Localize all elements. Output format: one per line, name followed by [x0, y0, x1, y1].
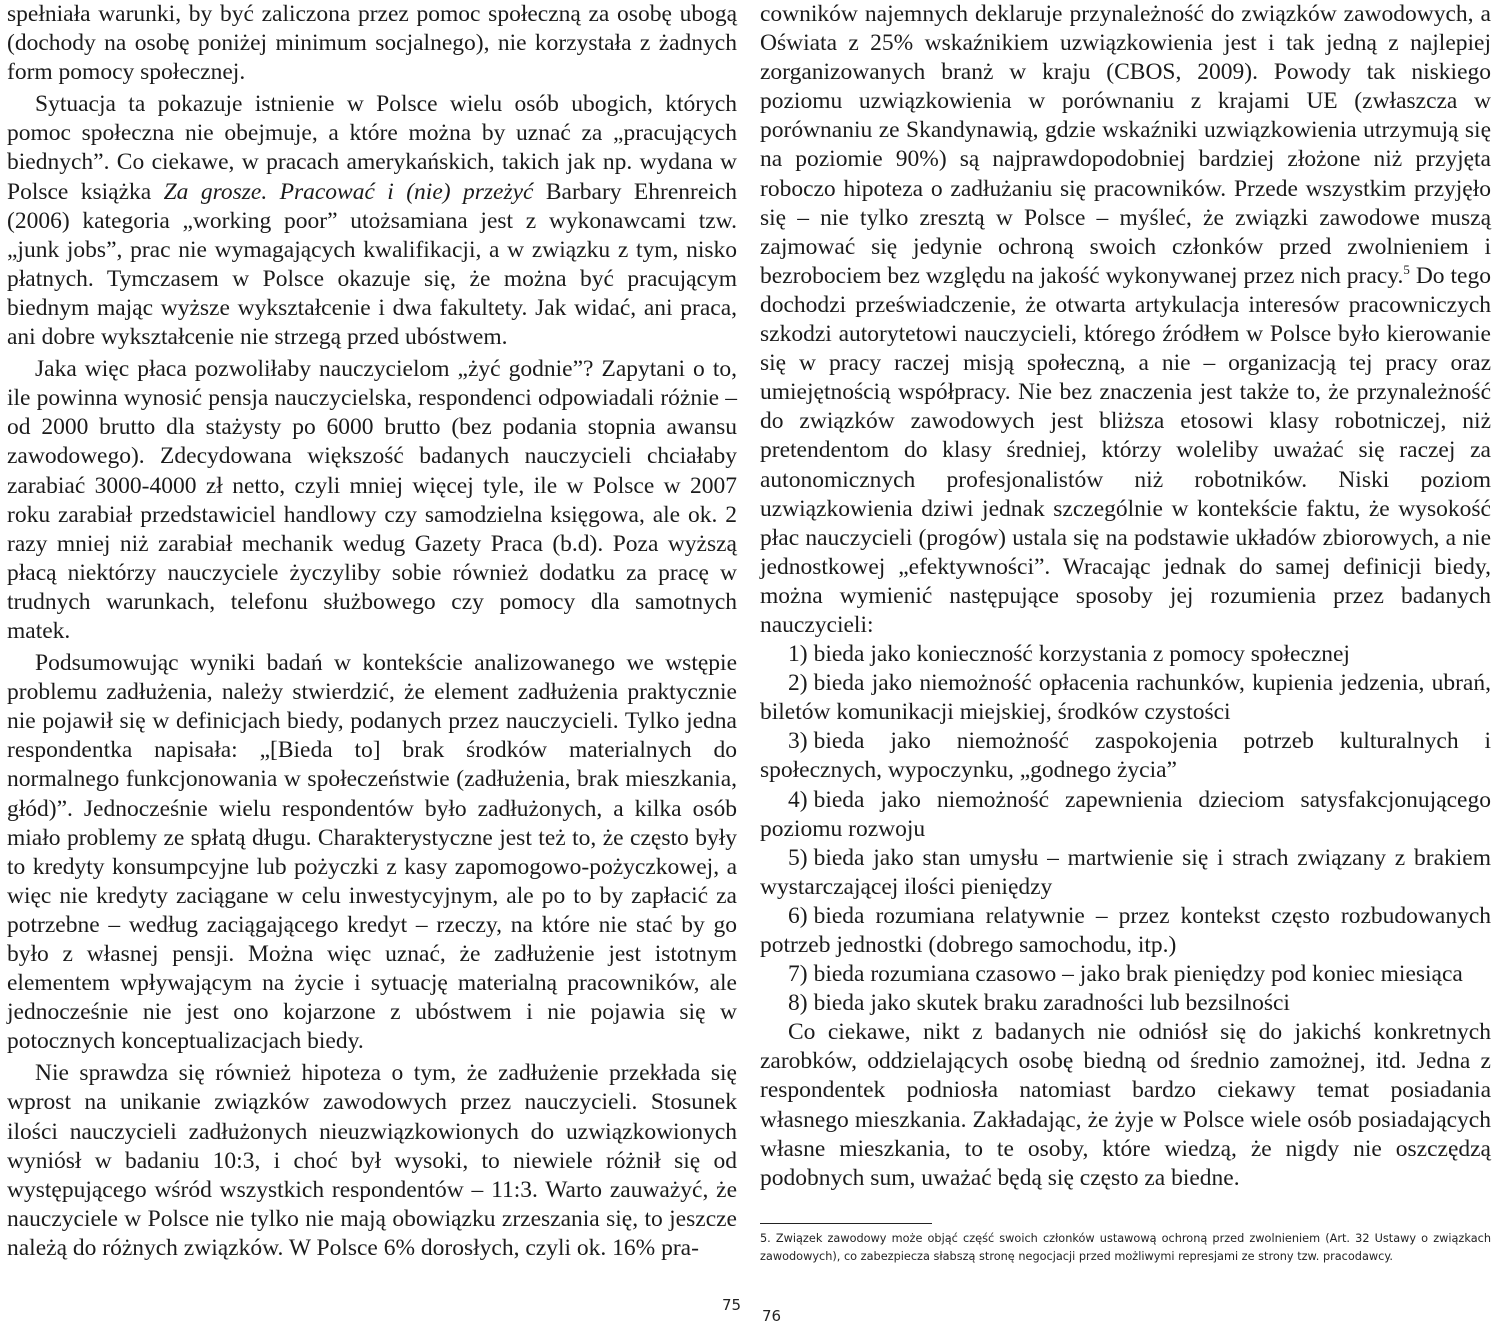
paragraph: Co ciekawe, nikt z badanych nie odniósł się do jakichś konkretnych zarobków, oddzielających osobę biedną od średnio zamożnej, itd. Jedna z respondentek podniosła natomiast bardzo ciekawy temat posiadania własnego mieszkania. Zakładając, że żyje w Polsce wiele osób posiadających własne mieszkania, to te osoby, które wiedzą, że nigdy nie oszczędzą podobnych sum, uważać będą się często za biedne. [760, 1019, 1491, 1191]
footnote: 5. Związek zawodowy może objąć część swoich członków ustawową ochroną przed zwolnieniem (Art. 32 Ustawy o związkach zawodowych), co zabezpiecza słabszą stronę negocjacji przed możliwymi represjami ze strony tzw. pracodawcy. [760, 1231, 1491, 1263]
list-item [760, 844, 1491, 902]
list-text: bieda jako niemożność zapewnienia dzieciom satysfakcjonującego poziomu rozwoju [760, 786, 1491, 842]
paragraph-text: Sytuacja ta pokazuje istnienie w Polsce wielu osób ubogich, których pomoc społeczna nie obejmuje, a które można by uznać za „pracujących biednych”. Co ciekawe, w pracach amerykańskich, takich jak np. wydana w Polsce książka [7, 91, 737, 205]
paragraph [760, 0, 1491, 640]
list-item [760, 960, 1491, 989]
page-number: 76 [762, 1307, 782, 1325]
right-page [760, 0, 1491, 1266]
paragraph-text: cowników najemnych deklaruje przynależność do związków zawodowych, a Oświata z 25% wskaźnikiem uzwiązkowienia jest i tak jedną z najlepiej zorganizowanych branż w kraju (CBOS, 2009). Powody tak niskiego poziomu uzwiązkowienia w porównaniu z krajami UE (zwłaszcza w porównaniu ze Skandynawią, gdzie wskaźniki uzwiązkowienia utrzymują się na poziomie 90%) są najprawdopodobniej bardziej złożone niż przyjęta roboczo hipoteza o zadłużaniu się pracowników. Przede wszystkim przyjęło się – nie tylko zresztą w Polsce – myśleć, że związki zawodowe muszą zajmować się jedynie ochroną swoich członków przed zwolnieniem i bezrobociem bez względu na jakość wykonywanej przez nich pracy. [760, 1, 1491, 289]
list-text: bieda jako stan umysłu – martwienie się i strach związany z brakiem wystarczającej ilości pieniędzy [760, 844, 1491, 900]
list-item [760, 786, 1491, 844]
paragraph: Jaka więc płaca pozwoliłaby nauczycielom „żyć godnie”? Zapytani o to, ile powinna wynosić pensja nauczycielska, respondenci odpowiadali różnie – od 2000 brutto dla stażysty po 6000 brutto (bez podania stopnia awansu zawodowego). Zdecydowana większość badanych nauczycieli chciałaby zarabiać 3000-4000 zł netto, czyli mniej więcej tyle, ile w Polsce w 2007 roku zarabiał przedstawiciel handlowy czy samodzielna księgowa, ale ok. 2 razy mniej niż zarabiał mechanik wedug Gazety Praca (b.d). Poza wyższą płacą niektórzy nauczyciele życzyliby sobie również dodatku za pracę w trudnych warunkach, telefonu służbowego czy pomocy dla samotnych matek. [7, 356, 737, 644]
footnote-divider [760, 1223, 932, 1224]
paragraph: Podsumowując wyniki badań w kontekście analizowanego we wstępie problemu zadłużenia, należy stwierdzić, że element zadłużenia praktycznie nie pojawił się w definicjach biedy, podanych przez nauczycieli. Tylko jedna respondentka napisała: „[Bieda to] brak środków materialnych do normalnego funkcjonowania w społeczeństwie (zadłużenia, brak mieszkania, głód)”. Jednocześnie wielu respondentów było zadłużonych, a kilka osób miało problemy ze spłatą długu. Charakterystyczne jest też to, że często były to kredyty konsumpcyjne lub pożyczki z kasy zapomogowo-pożyczkowej, a więc nie kredyty zaciągane w celu inwestycyjnym, ale po to by zapłacić za potrzebne – według zaciągającego kredyt – rzeczy, na które nie stać by go było z własnej pensji. Można więc uznać, że zadłużenie jest istotnym elementem wpływającym na życie i sytuację materialną pracowników, ale jednocześnie nie jest ono kojarzone z ubóstwem i nie pojawia się w potocznych konceptualizacjach biedy. [7, 650, 737, 1055]
poverty-definitions-list [760, 640, 1491, 1018]
paragraph: Nie sprawdza się również hipoteza o tym, że zadłużenie przekłada się wprost na unikanie związków zawodowych przez nauczycieli. Stosunek ilości nauczycieli zadłużonych nieuzwiązkowionych do uzwiązkowionych wyniósł w badaniu 10:3, i choć był wysoki, to niewiele różnił się od występującego wśród wszystkich respondentów – 11:3. Warto zauważyć, że nauczyciele w Polsce nie tylko nie mają obowiązku zrzeszania się, to jeszcze należą do różnych związków. W Polsce 6% dorosłych, czyli ok. 16% pra- [7, 1060, 737, 1261]
list-number: 5) [788, 844, 808, 871]
list-text: bieda rozumiana relatywnie – przez kontekst często rozbudowanych potrzeb jednostki (dobrego samochodu, itp.) [760, 902, 1491, 958]
list-item [760, 902, 1491, 960]
list-item [760, 640, 1491, 669]
paragraph-text: Do tego dochodzi przeświadczenie, że otwarta artykulacja interesów pracowniczych szkodzi autorytetowi nauczycieli, którego źródłem w Polsce było kierowanie się w pracy raczej misją społeczną, a nie – organizacją tej pracy oraz umiejętnością współpracy. Nie bez znaczenia jest także to, że przynależność do związków zawodowych jest bliższa etosowi klasy robotniczej, niż pretendentom do klasy średniej, którzy woleliby uważać się raczej za autonomicznych profesjonalistów niż robotników. Niski poziom uzwiązkowienia dziwi jednak szczególnie w kontekście faktu, że wysokość płac nauczycieli (progów) ustala się na podstawie układów zbiorowych, a nie jednostkowej „efektywności”. Wracając jednak do samej definicji biedy, można wymienić następujące sposoby jej rozumienia przez badanych nauczycieli: [760, 262, 1491, 638]
list-number: 2) [788, 670, 808, 697]
list-item [760, 669, 1491, 727]
list-item [760, 727, 1491, 785]
paragraph-text: Barbary Ehrenreich (2006) kategoria „working poor” utożsamiana jest z wykonawcami tzw. „junk jobs”, prac nie wymagających kwalifikacji, a w związku z tym, nisko płatnych. Tymczasem w Polsce okazuje się, że można być pracującym biednym mając wyższe wykształcenie i dwa fakultety. Jak widać, ani praca, ani dobre wykształcenie nie strzegą przed ubóstwem. [7, 178, 738, 351]
paragraph: spełniała warunki, by być zaliczona przez pomoc społeczną za osobę ubogą (dochody na osobę poniżej minimum socjalnego), nie korzystała z żadnych form pomocy społecznej. [7, 1, 737, 86]
list-number: 7) [788, 961, 808, 988]
list-text: bieda rozumiana czasowo – jako brak pieniędzy pod koniec miesiąca [813, 961, 1463, 988]
book-title: Za grosze. [163, 178, 268, 205]
list-number: 8) [788, 990, 808, 1017]
list-text: bieda jako niemożność opłacenia rachunków, kupienia jedzenia, ubrań, biletów komunikacji miejskiej, środków czystości [760, 670, 1491, 726]
list-number: 3) [788, 728, 808, 755]
list-item [760, 989, 1491, 1018]
page-number: 75 [722, 1296, 742, 1314]
list-text: bieda jako skutek braku zaradności lub bezsilności [813, 990, 1290, 1017]
paragraph [7, 90, 737, 352]
footnote-marker[interactable]: 5 [1403, 262, 1410, 278]
left-page [7, 0, 737, 1263]
list-text: bieda jako konieczność korzystania z pomocy społecznej [813, 641, 1350, 668]
list-number: 4) [788, 786, 808, 813]
book-title: Pracować i (nie) przeżyć [279, 178, 534, 205]
list-number: 1) [788, 641, 808, 668]
list-text: bieda jako niemożność zaspokojenia potrzeb kulturalnych i społecznych, wypoczynku, „godnego życia” [760, 728, 1491, 784]
list-number: 6) [788, 902, 808, 929]
